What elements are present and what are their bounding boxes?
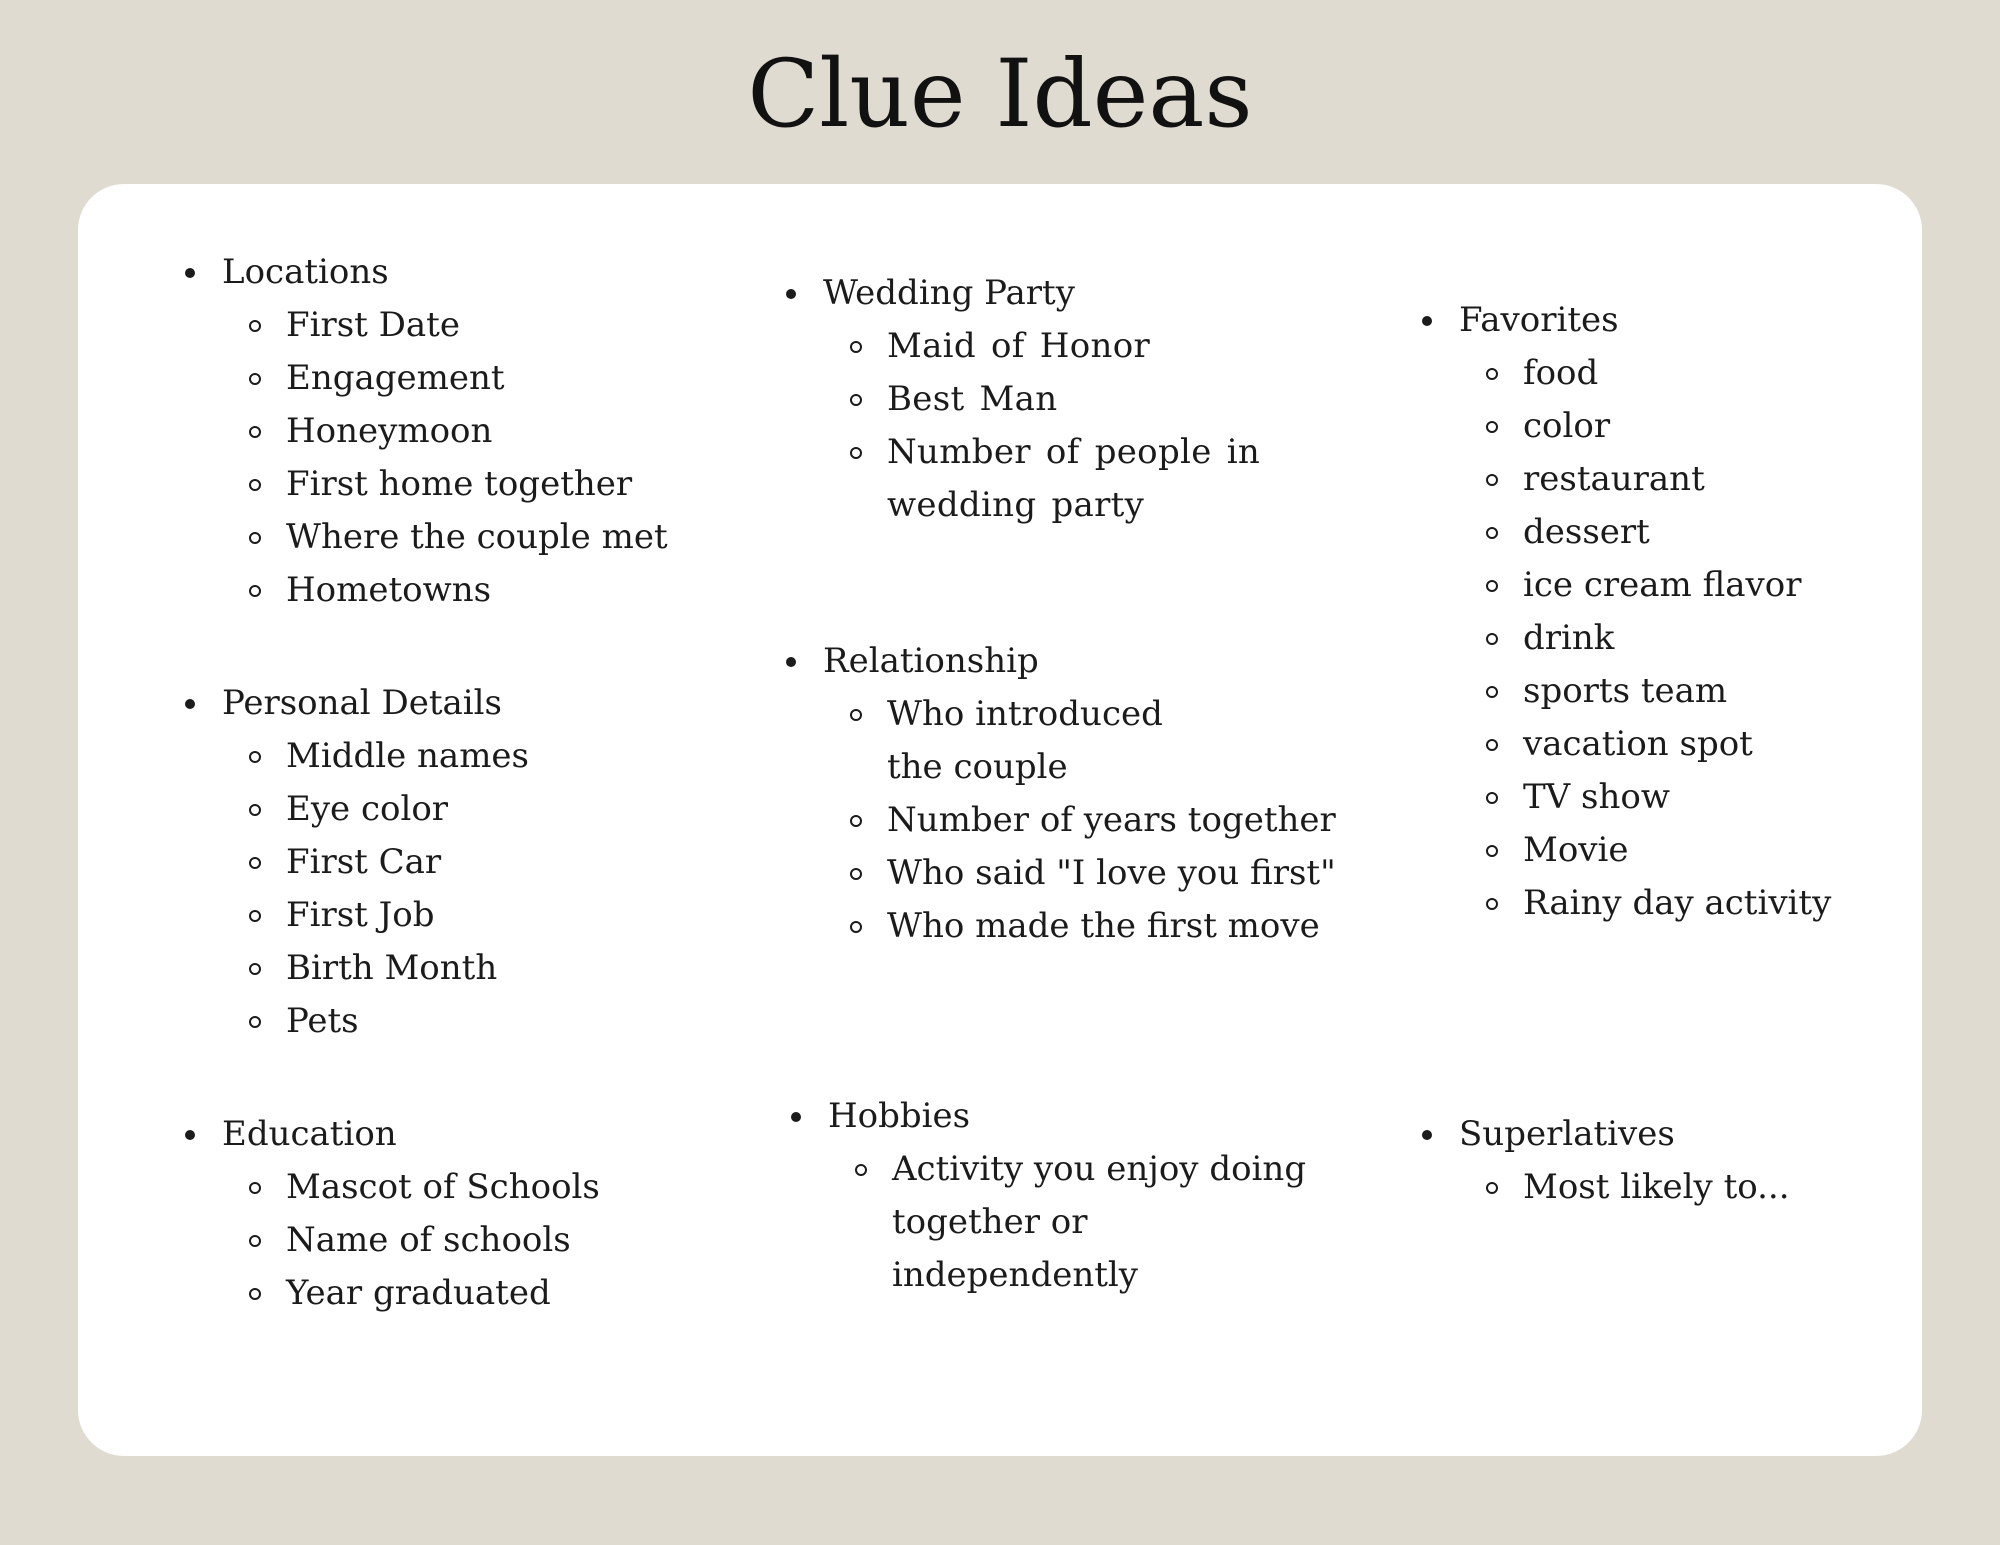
list-item xyxy=(1486,1161,1882,1214)
bullet-ring-icon xyxy=(1486,686,1498,698)
group-heading xyxy=(1422,294,1882,347)
group-heading-label: Education xyxy=(222,1114,397,1154)
list-item xyxy=(249,511,705,564)
group-heading-label: Hobbies xyxy=(828,1096,971,1136)
bullet-ring-icon xyxy=(850,709,862,721)
bullet-ring-icon xyxy=(249,1235,261,1247)
sub-list xyxy=(791,1143,1351,1302)
list-item-label: Pets xyxy=(286,1001,359,1041)
list-item-label: Rainy day activity xyxy=(1523,883,1832,923)
bullet-ring-icon xyxy=(850,341,862,353)
group-heading-label: Locations xyxy=(222,252,389,292)
list-item-label: First home together xyxy=(286,464,633,504)
list-item xyxy=(1486,347,1882,400)
list-item xyxy=(249,1214,705,1267)
sub-list xyxy=(1422,1161,1882,1214)
list-item-label: Who said "I love you first" xyxy=(887,853,1336,893)
list-item xyxy=(1486,771,1882,824)
bullet-ring-icon xyxy=(850,921,862,933)
list-item xyxy=(249,564,705,617)
list-item-label: Who made the first move xyxy=(887,906,1320,946)
sub-list xyxy=(185,730,705,1048)
list-item-label: Where the couple met xyxy=(286,517,668,557)
list-item xyxy=(249,458,705,511)
bullet-ring-icon xyxy=(249,479,261,491)
list-item-label: Maid of Honor xyxy=(887,326,1151,366)
bullet-dot-icon xyxy=(1422,1130,1432,1140)
bullet-ring-icon xyxy=(1486,898,1498,910)
group-favorites xyxy=(1422,294,1882,930)
bullet-ring-icon xyxy=(1486,792,1498,804)
list-item xyxy=(1486,718,1882,771)
list-item-label: Middle names xyxy=(286,736,529,776)
list-item-label: Who introduced the couple xyxy=(887,694,1163,787)
bullet-ring-icon xyxy=(1486,739,1498,751)
bullet-ring-icon xyxy=(249,751,261,763)
bullet-ring-icon xyxy=(850,447,862,459)
bullet-ring-icon xyxy=(1486,633,1498,645)
bullet-ring-icon xyxy=(1486,845,1498,857)
group-locations xyxy=(185,246,705,617)
content-card xyxy=(78,184,1922,1456)
list-item-label: vacation spot xyxy=(1523,724,1753,764)
list-item xyxy=(249,889,705,942)
bullet-dot-icon xyxy=(1422,316,1432,326)
bullet-dot-icon xyxy=(185,1130,195,1140)
list-item xyxy=(249,1267,705,1320)
bullet-ring-icon xyxy=(1486,580,1498,592)
group-heading-label: Relationship xyxy=(823,641,1039,681)
group-heading xyxy=(185,246,705,299)
list-item xyxy=(249,995,705,1048)
group-relationship xyxy=(786,635,1346,953)
list-item xyxy=(850,900,1320,953)
list-item xyxy=(1486,400,1882,453)
list-item xyxy=(249,730,705,783)
bullet-ring-icon xyxy=(249,857,261,869)
bullet-ring-icon xyxy=(249,585,261,597)
group-personal-details xyxy=(185,677,705,1048)
group-heading-label: Wedding Party xyxy=(823,273,1075,313)
list-item xyxy=(850,373,1295,426)
bullet-ring-icon xyxy=(1486,474,1498,486)
list-item-label: dessert xyxy=(1523,512,1650,552)
list-item xyxy=(850,320,1295,373)
bullet-ring-icon xyxy=(249,426,261,438)
list-item-label: ice cream flavor xyxy=(1523,565,1802,605)
bullet-ring-icon xyxy=(249,910,261,922)
group-heading xyxy=(791,1090,1351,1143)
list-item-label: color xyxy=(1523,406,1611,446)
list-item xyxy=(1486,559,1882,612)
list-item-label: Mascot of Schools xyxy=(286,1167,600,1207)
sub-list xyxy=(786,320,1346,532)
list-item xyxy=(1486,612,1882,665)
list-item-label: Birth Month xyxy=(286,948,498,988)
group-wedding-party xyxy=(786,267,1346,532)
list-item-label: restaurant xyxy=(1523,459,1705,499)
list-item xyxy=(249,352,705,405)
list-item-label: First Car xyxy=(286,842,442,882)
group-heading xyxy=(786,267,1346,320)
page-title: Clue Ideas xyxy=(747,40,1253,149)
list-item-label: Eye color xyxy=(286,789,449,829)
bullet-ring-icon xyxy=(850,868,862,880)
bullet-ring-icon xyxy=(850,815,862,827)
list-item xyxy=(850,426,1295,532)
group-heading xyxy=(786,635,1346,688)
bullet-ring-icon xyxy=(855,1164,867,1176)
list-item-label: Engagement xyxy=(286,358,505,398)
group-heading xyxy=(185,1108,705,1161)
bullet-ring-icon xyxy=(1486,1182,1498,1194)
list-item-label: Most likely to... xyxy=(1523,1167,1790,1207)
bullet-dot-icon xyxy=(185,268,195,278)
list-item xyxy=(1486,665,1882,718)
list-item-label: food xyxy=(1523,353,1599,393)
sub-list xyxy=(185,299,705,617)
list-item-label: TV show xyxy=(1523,777,1670,817)
bullet-ring-icon xyxy=(249,963,261,975)
sub-list xyxy=(185,1161,705,1320)
list-item-label: Year graduated xyxy=(286,1273,551,1313)
list-item-label: First Job xyxy=(286,895,435,935)
list-item-label: Best Man xyxy=(887,379,1058,419)
list-item-label: sports team xyxy=(1523,671,1728,711)
list-item xyxy=(855,1143,1307,1302)
list-item-label: Movie xyxy=(1523,830,1629,870)
list-item xyxy=(850,847,1336,900)
group-heading-label: Personal Details xyxy=(222,683,503,723)
list-item xyxy=(1486,824,1882,877)
group-hobbies xyxy=(791,1090,1351,1302)
sub-list xyxy=(1422,347,1882,930)
list-item xyxy=(249,405,705,458)
bullet-ring-icon xyxy=(1486,368,1498,380)
bullet-ring-icon xyxy=(249,1016,261,1028)
bullet-dot-icon xyxy=(185,699,195,709)
bullet-ring-icon xyxy=(249,804,261,816)
group-education xyxy=(185,1108,705,1320)
list-item-label: Number of years together xyxy=(887,800,1336,840)
bullet-ring-icon xyxy=(850,394,862,406)
bullet-ring-icon xyxy=(1486,527,1498,539)
list-item xyxy=(249,299,705,352)
list-item-label: Number of people in wedding party xyxy=(887,432,1261,525)
list-item xyxy=(249,942,705,995)
bullet-dot-icon xyxy=(786,657,796,667)
bullet-ring-icon xyxy=(249,1288,261,1300)
list-item xyxy=(1486,506,1882,559)
list-item xyxy=(1486,877,1882,930)
list-item xyxy=(850,688,1295,794)
group-heading xyxy=(1422,1108,1882,1161)
sub-list xyxy=(786,688,1346,953)
bullet-ring-icon xyxy=(249,320,261,332)
list-item xyxy=(850,794,1336,847)
list-item-label: Name of schools xyxy=(286,1220,571,1260)
list-item-label: Hometowns xyxy=(286,570,492,610)
bullet-ring-icon xyxy=(249,532,261,544)
list-item-label: Activity you enjoy doing together or independently xyxy=(892,1149,1307,1295)
list-item xyxy=(249,783,705,836)
list-item-label: Honeymoon xyxy=(286,411,493,451)
bullet-dot-icon xyxy=(791,1112,801,1122)
bullet-ring-icon xyxy=(249,373,261,385)
list-item xyxy=(249,1161,705,1214)
list-item xyxy=(249,836,705,889)
group-heading-label: Favorites xyxy=(1459,300,1619,340)
list-item-label: First Date xyxy=(286,305,460,345)
list-item-label: drink xyxy=(1523,618,1615,658)
bullet-ring-icon xyxy=(1486,421,1498,433)
bullet-dot-icon xyxy=(786,289,796,299)
group-superlatives xyxy=(1422,1108,1882,1214)
list-item xyxy=(1486,453,1882,506)
bullet-ring-icon xyxy=(249,1182,261,1194)
group-heading xyxy=(185,677,705,730)
group-heading-label: Superlatives xyxy=(1459,1114,1675,1154)
